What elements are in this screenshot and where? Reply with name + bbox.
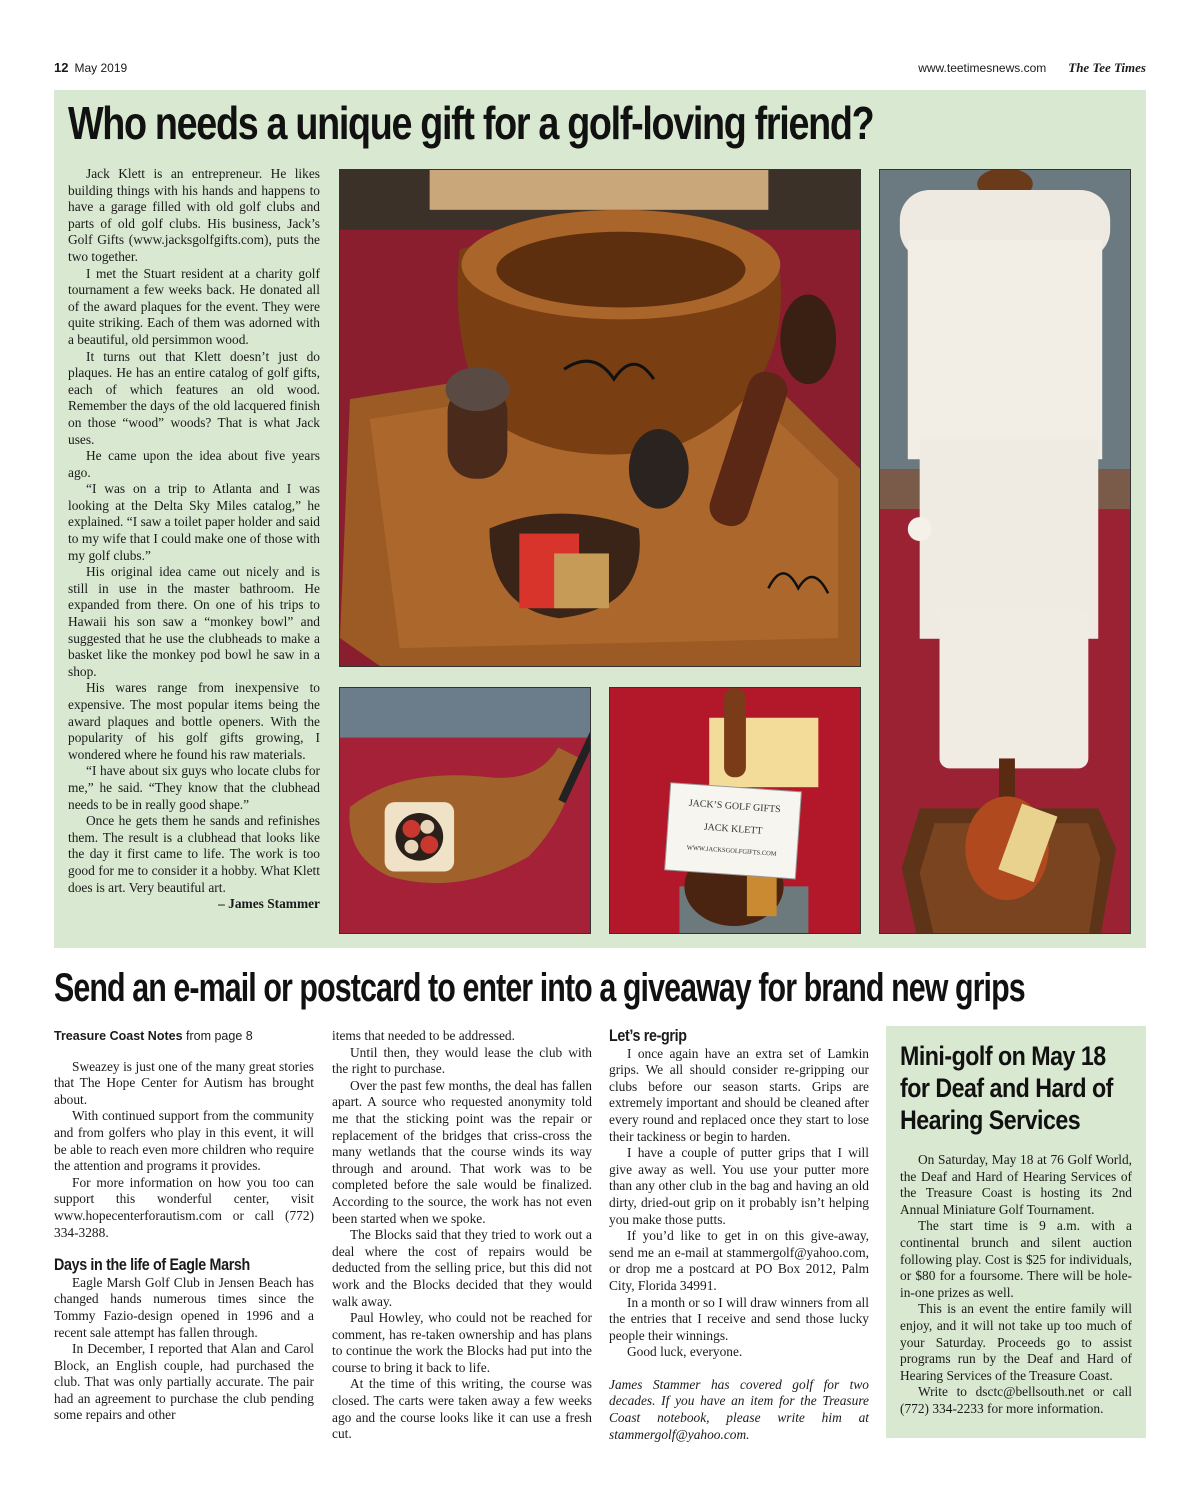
subhead-eagle-marsh: Days in the life of Eagle Marsh	[54, 1255, 250, 1275]
publication-name: The Tee Times	[1068, 60, 1146, 75]
article-paragraph: At the time of this writing, the course was closed. The carts were taken away a few weeks ago and the course looks like it can use a fresh cut.	[332, 1376, 592, 1442]
photo-business-card	[609, 687, 861, 934]
article-paragraph: In a month or so I will draw winners from all the entries that I receive and send those lucky people their winnings.	[609, 1294, 869, 1343]
article-paragraph: items that needed to be addressed.	[332, 1028, 515, 1043]
photo-paper-towel-holder	[879, 169, 1131, 934]
article-paragraph: With continued support from the community and from golfers who play in this event, it will be able to reach even more children who require the attention and programs it provides.	[54, 1108, 314, 1174]
feature-story	[54, 90, 1146, 948]
website-link[interactable]: www.teetimesnews.com	[918, 61, 1047, 75]
sidebar-paragraph: On Saturday, May 18 at 76 Golf World, the Deaf and Hard of Hearing Services of the Treasure Coast is hosting its 2nd Annual Miniature Golf Tournament.	[900, 1152, 1132, 1217]
card-name: JACK KLETT	[703, 821, 763, 837]
folio-right	[918, 60, 1146, 76]
article-paragraph: Good luck, everyone.	[627, 1344, 743, 1360]
feature-paragraph: His wares range from inexpensive to expensive. The most popular items being the award plaques and bottle openers. With the popularity of his golf gifts growing, I wondered where he found his raw materials.	[68, 680, 320, 762]
feature-paragraph: Jack Klett is an entrepreneur. He likes building things with his hands and happens to have a garage filled with old golf clubs and parts of old golf clubs. His business, Jack’s Golf Gifts (www.jacksgolfgifts.com), puts the two together.	[68, 166, 320, 264]
sidebar-body	[900, 1152, 1132, 1418]
sidebar-paragraph: Write to dsctc@bellsouth.net or call (772) 334-2233 for more information.	[900, 1384, 1132, 1416]
feature-paragraph: His original idea came out nicely and is still in use in the master bathroom. He expanded from there. On one of his trips to Hawaii his son saw a “monkey bowl” and suggested that he use the clubheads to make a basket like the monkey pod bowl he saw in a shop.	[68, 564, 320, 679]
continuation-kicker	[54, 1028, 314, 1045]
article-paragraph: Until then, they would lease the club with the right to purchase.	[332, 1044, 592, 1077]
giveaway-headline: Send an e-mail or postcard to enter into a giveaway for brand new grips	[54, 966, 1025, 1010]
feature-byline: – James Stammer	[218, 896, 320, 912]
article-paragraph: I once again have an extra set of Lamkin grips. We all should consider re-gripping our clubs before our season starts. Grips are extremely important and should be cleaned after every round and replaced once they start to lose their tackiness or begin to harden.	[609, 1045, 869, 1144]
article-paragraph: If you’d like to get in on this give-away, send me an e-mail at stammergolf@yahoo.com, or drop me a postcard at PO Box 2012, Palm City, Florida 34991.	[609, 1228, 869, 1293]
sidebar-paragraph: The start time is 9 a.m. with a continental brunch and silent auction following play. Cost is $25 for individuals, or $80 for a foursome. There will be hole-in-one prizes as well.	[900, 1218, 1132, 1300]
feature-paragraph: “I was on a trip to Atlanta and I was looking at the Delta Sky Miles catalog,” he explained. “I saw a toilet paper holder and said to my wife that I could make one of those with my golf clubs.”	[68, 481, 320, 563]
feature-paragraph: “I have about six guys who locate clubs for me,” he said. “They know that the clubhead needs to be in really good shape.”	[68, 763, 320, 812]
author-note: James Stammer has covered golf for two decades. If you have an item for the Treasure Coast notebook, please write him at stammergolf@yahoo.com.	[609, 1376, 869, 1442]
page-number: 12	[54, 60, 69, 75]
article-paragraph: The Blocks said that they tried to work out a deal where the cost of repairs would be deducted from the selling price, but this did not work and the Blocks decided that they would walk away.	[332, 1227, 592, 1309]
sidebar-headline: Mini-golf on May 18 for Deaf and Hard of Hearing Services	[900, 1041, 1113, 1135]
feature-paragraph: It turns out that Klett doesn’t just do plaques. He has an entire catalog of golf gifts, each of which features an old wood. Remember the days of the old lacquered finish on those “wood” woods? That is what Jack uses.	[68, 348, 320, 447]
feature-body	[68, 166, 320, 913]
page-folio	[54, 60, 1146, 78]
article-paragraph: I have a couple of putter grips that I will give away as well. You use your putter more than any other club in the bag and having an old dirty, dried-out grip on it probably isn’t helping you make those putts.	[609, 1145, 869, 1227]
photo-refinished-clubhead	[339, 687, 591, 934]
feature-paragraph: I met the Stuart resident at a charity golf tournament a few weeks back. He donated all of the award plaques for the event. They were quite striking. Each of them was adorned with a beautiful, old persimmon wood.	[68, 265, 320, 347]
sidebar-paragraph: This is an event the entire family will enjoy, and it will not take up too much of your Saturday. Proceeds go to assist programs run by the Deaf and Hard of Hearing Services of the Treasure Coast.	[900, 1301, 1132, 1383]
subhead-regrip: Let’s re-grip	[609, 1026, 687, 1045]
article-paragraph: Sweazey is just one of the many great stories that The Hope Center for Autism has brought about.	[54, 1058, 314, 1107]
mini-golf-sidebar	[886, 1026, 1146, 1438]
card-company: JACK’S GOLF GIFTS	[688, 797, 781, 816]
article-paragraph: Over the past few months, the deal has fallen apart. A source who requested anonymity told me that the sticking point was the repair or replacement of the bridges that criss-cross the many wetlands that the course winds its way through and around. That work was to be completed before the sale would be finalized. According to the source, the work has not even been started when we spoke.	[332, 1077, 592, 1226]
issue-date: May 2019	[74, 61, 128, 75]
feature-headline: Who needs a unique gift for a golf-loving friend?	[68, 97, 874, 149]
feature-paragraph: Once he gets them he sands and refinishes them. The result is a clubhead that looks like the day it first came to life. The work is too good for me to consider it a hobby. What Klett does is art. Very beautiful art.	[68, 813, 320, 895]
kicker-jump: from page 8	[182, 1029, 253, 1043]
column-1	[54, 1028, 314, 1424]
photo-monkey-bowl	[339, 169, 861, 667]
column-2	[332, 1028, 592, 1443]
column-3	[609, 1028, 869, 1443]
card-website: WWW.JACKSGOLFGIFTS.COM	[686, 844, 777, 858]
article-paragraph: Paul Howley, who could not be reached for comment, has re-taken ownership and has plans to continue the work the Blocks had put into the course to bring it back to life.	[332, 1310, 592, 1375]
kicker-title: Treasure Coast Notes	[54, 1029, 183, 1043]
article-paragraph: Eagle Marsh Golf Club in Jensen Beach has changed hands numerous times since the Tommy Fazio-design opened in 1996 and a recent sale attempt has fallen through.	[54, 1274, 314, 1340]
feature-paragraph: He came upon the idea about five years ago.	[68, 448, 320, 480]
article-paragraph: In December, I reported that Alan and Carol Block, an English couple, had purchased the club. That was only partially accurate. The pair had an agreement to purchase the club pending some repairs and other	[54, 1341, 314, 1423]
article-paragraph: For more information on how you too can support this wonderful center, visit www.hopecenterforautism.com or call (772) 334-3288.	[54, 1174, 314, 1240]
